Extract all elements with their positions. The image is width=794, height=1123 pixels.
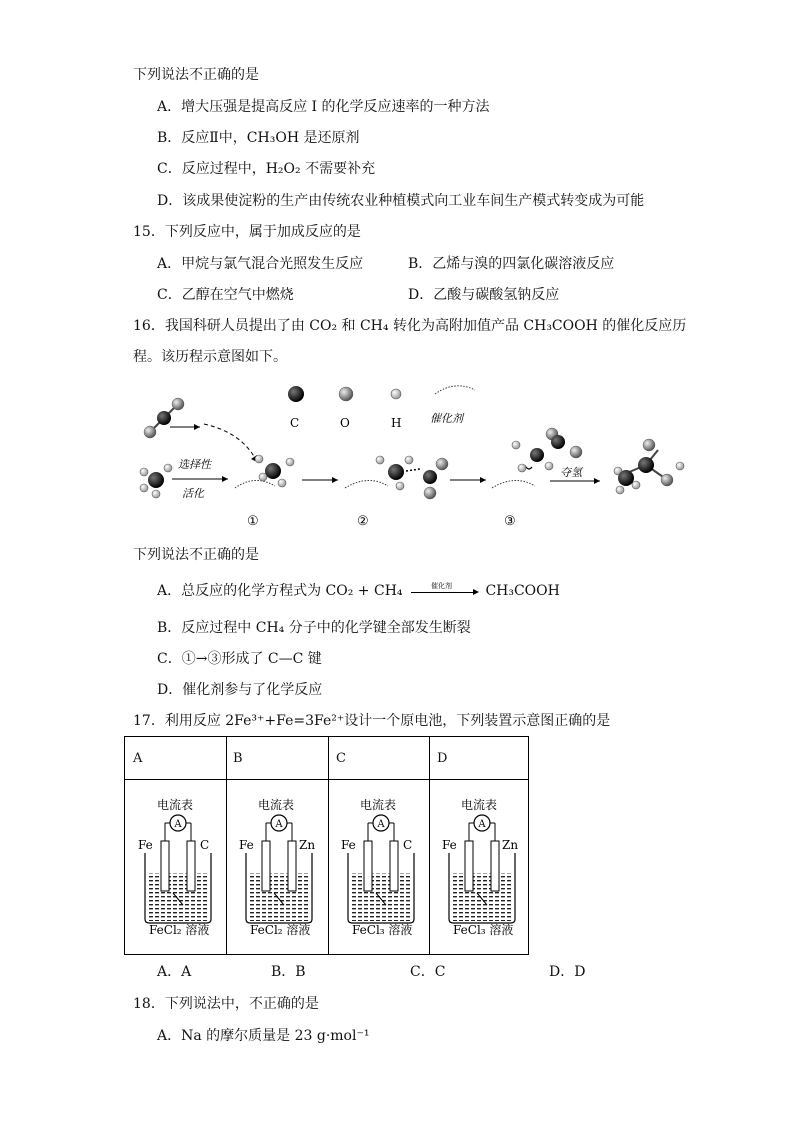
- cell-c-left-electrode: Fe: [341, 838, 356, 852]
- q17-option-d: D．D: [549, 964, 586, 980]
- cell-c-ammeter: A: [377, 819, 385, 830]
- cell-b: [239, 797, 315, 937]
- product-acetic-acid: [614, 439, 684, 494]
- catalyst-condition: 催化剂: [430, 582, 452, 590]
- legend: [288, 386, 475, 430]
- cell-d-meter-label: 电流表: [461, 798, 498, 812]
- q17-option-a: A．A: [157, 964, 192, 980]
- q16-stem-line1: 16．我国科研人员提出了由 CO₂ 和 CH₄ 转化为高附加值产品 CH₃COOH 的催化反应历: [133, 318, 687, 334]
- cell-d-right-electrode: Zn: [502, 838, 519, 852]
- cell-b-solution: FeCl₂ 溶液: [250, 923, 311, 937]
- q16-option-d: D．催化剂参与了化学反应: [157, 682, 323, 698]
- cell-b-header: B: [233, 751, 243, 766]
- legend-o-label: O: [340, 416, 350, 430]
- q15-option-c: C．乙醇在空气中燃烧: [157, 287, 294, 303]
- ch4-molecule: [140, 464, 172, 498]
- q16-reaction-diagram: [130, 376, 690, 536]
- cell-diagrams: [125, 779, 529, 955]
- cell-a-header: A: [133, 751, 143, 766]
- cell-d-ammeter: A: [478, 819, 486, 830]
- cell-a-meter-label: 电流表: [157, 798, 194, 812]
- cell-d-left-electrode: Fe: [442, 838, 457, 852]
- q16-option-a: [157, 582, 560, 600]
- stage-2: [345, 456, 448, 529]
- q16-stem-line2: 程。该历程示意图如下。: [133, 349, 287, 365]
- q15-stem: 15．下列反应中，属于加成反应的是: [133, 224, 361, 240]
- release-label: 夺氢: [560, 466, 582, 479]
- q15-option-b: B．乙烯与溴的四氯化碳溶液反应: [408, 256, 615, 272]
- stage-2-label: ②: [357, 514, 369, 529]
- co2-molecule: [144, 398, 184, 438]
- q17-option-b: B．B: [271, 964, 306, 980]
- q17-option-c: C．C: [410, 964, 446, 980]
- cell-b-right-electrode: Zn: [299, 838, 316, 852]
- cell-a-solution: FeCl₂ 溶液: [149, 923, 210, 937]
- q16-option-b: B．反应过程中 CH₄ 分子中的化学键全部发生断裂: [157, 620, 471, 636]
- q14-stem: 下列说法不正确的是: [133, 67, 259, 83]
- legend-c-label: C: [290, 416, 300, 430]
- q14-option-b: B．反应Ⅱ中，CH₃OH 是还原剂: [157, 130, 360, 146]
- cell-c-header: C: [336, 751, 346, 766]
- cell-c-right-electrode: C: [403, 838, 413, 852]
- q14-option-a: A．增大压强是提高反应 I 的化学反应速率的一种方法: [157, 99, 490, 115]
- q18-stem: 18．下列说法中，不正确的是: [133, 996, 319, 1012]
- cell-a-left-electrode: Fe: [138, 838, 153, 852]
- cell-d: [442, 797, 518, 937]
- cell-c-solution: FeCl₃ 溶液: [352, 923, 413, 937]
- legend-catalyst-label: 催化剂: [430, 412, 463, 425]
- stage-1-label: ①: [247, 514, 259, 529]
- cell-c: [341, 797, 414, 937]
- q14-option-d: D．该成果使淀粉的生产由传统农业种植模式向工业车间生产模式转变成为可能: [157, 193, 645, 209]
- activation-label: 活化: [182, 487, 204, 500]
- q16-option-c: C．①→③形成了 C—C 键: [157, 651, 322, 667]
- legend-h-label: H: [391, 416, 402, 430]
- cell-a: [138, 797, 211, 937]
- cell-c-meter-label: 电流表: [360, 798, 397, 812]
- q14-option-c: C．反应过程中，H₂O₂ 不需要补充: [157, 161, 376, 177]
- q16-option-a-product: CH₃COOH: [485, 583, 560, 599]
- cell-b-left-electrode: Fe: [239, 838, 254, 852]
- cell-b-ammeter: A: [275, 819, 283, 830]
- q16-option-a-reactants: A．总反应的化学方程式为 CO₂ + CH₄: [157, 583, 403, 599]
- stage-3-label: ③: [504, 514, 516, 529]
- cell-a-ammeter: A: [174, 819, 182, 830]
- cell-b-meter-label: 电流表: [258, 798, 295, 812]
- cell-a-right-electrode: C: [200, 838, 210, 852]
- cell-d-header: D: [437, 751, 448, 766]
- q15-option-a: A．甲烷与氯气混合光照发生反应: [157, 256, 364, 272]
- cell-d-solution: FeCl₃ 溶液: [453, 923, 514, 937]
- q16-stem-question: 下列说法不正确的是: [133, 547, 259, 563]
- q18-option-a: A．Na 的摩尔质量是 23 g·mol⁻¹: [157, 1028, 370, 1044]
- stage-1: [235, 455, 294, 529]
- q17-stem: 17．利用反应 2Fe³⁺+Fe=3Fe²⁺设计一个原电池，下列装置示意图正确的是: [133, 713, 611, 729]
- selective-label: 选择性: [178, 458, 211, 471]
- q15-option-d: D．乙酸与碳酸氢钠反应: [408, 287, 560, 303]
